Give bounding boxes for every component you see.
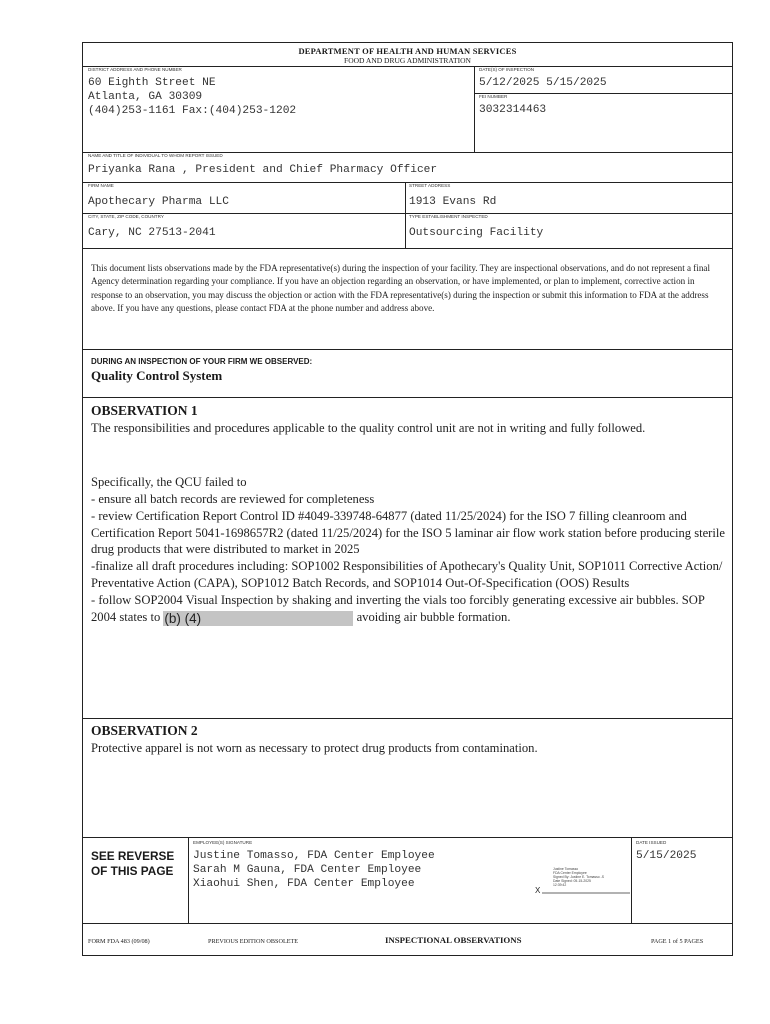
- district-phone-fax: (404)253-1161 Fax:(404)253-1202: [88, 105, 297, 117]
- system-heading: Quality Control System: [91, 368, 223, 383]
- observation-1-item: - ensure all batch records are reviewed for completeness: [91, 492, 375, 506]
- observation-1-statement: The responsibilities and procedures applicable to the quality control unit are not in writing and fully followed.: [91, 421, 646, 435]
- district-caption: DISTRICT ADDRESS AND PHONE NUMBER: [88, 67, 182, 72]
- inspection-dates-value: 5/12/2025 5/15/2025: [479, 77, 607, 89]
- divider: [83, 349, 732, 350]
- observation-1-item-text: avoiding air bubble formation.: [356, 609, 511, 624]
- digital-signature-line: Signed By: Justine E. Tomasso -S: [553, 875, 605, 879]
- fei-value: 3032314463: [479, 104, 547, 116]
- employee-1: Justine Tomasso, FDA Center Employee: [193, 850, 435, 862]
- observation-1-intro: Specifically, the QCU failed to: [91, 475, 247, 489]
- observation-1-item: - review Certification Report Control ID #4049-339748-64877 (dated 11/25/2024) for the ISO 7 filling cleanroom and Certification Report 5041-1698657R2 (dated 11/25/2024) for the ISO 5 laminar air flow work station before producing sterile drug products that were distributed to market in 2025: [91, 508, 725, 557]
- city-value: Cary, NC 27513-2041: [88, 227, 216, 239]
- divider: [83, 182, 732, 183]
- observation-1-item-text: - follow SOP2004 Visual Inspection by shaking and inverting the vials too forcibly generating excessive air bubbles. SOP 2004 states to: [91, 592, 705, 624]
- employee-2: Sarah M Gauna, FDA Center Employee: [193, 864, 422, 876]
- employee-signature-caption: EMPLOYEE(S) SIGNATURE: [193, 840, 253, 845]
- digital-signature-line: 12:39:42: [553, 883, 567, 887]
- divider: [405, 182, 406, 248]
- digital-signature-line: Date Signed: 05-15-2025: [553, 879, 591, 883]
- divider: [474, 66, 475, 152]
- date-issued-value: 5/15/2025: [636, 850, 697, 862]
- form-title: INSPECTIONAL OBSERVATIONS: [385, 935, 522, 945]
- fei-caption: FEI NUMBER: [479, 94, 508, 99]
- see-reverse-line: OF THIS PAGE: [91, 864, 174, 878]
- divider: [83, 923, 732, 924]
- observation-1-list: [91, 491, 729, 626]
- page-count: PAGE 1 of 5 PAGES: [651, 938, 704, 945]
- redaction-box: (b) (4): [163, 611, 353, 626]
- digital-signature-line: Justine Tomasso: [553, 867, 579, 871]
- divider: [83, 397, 732, 398]
- district-address-line-2: Atlanta, GA 30309: [88, 91, 203, 103]
- firm-name-value: Apothecary Pharma LLC: [88, 196, 229, 208]
- divider: [83, 837, 732, 838]
- see-reverse-label: [91, 849, 174, 879]
- agency-heading: FOOD AND DRUG ADMINISTRATION: [344, 56, 471, 65]
- inspection-dates-caption: DATE(S) OF INSPECTION: [479, 67, 535, 72]
- digital-signature-graphic: [535, 861, 630, 895]
- observation-2-statement: Protective apparel is not worn as necessary to protect drug products from contamination.: [91, 741, 538, 755]
- observation-1-item: -finalize all draft procedures including: SOP1002 Responsibilities of Apothecary's Quality Unit, SOP1011 Corrective Action/ Preventative Action (CAPA), SOP1012 Batch Records, and SOP1014 Out-Of-Specification (OOS) Results: [91, 559, 723, 590]
- firm-name-caption: FIRM NAME: [88, 183, 114, 188]
- digital-signature-line: FDA Center Employee: [553, 871, 587, 875]
- form-id: FORM FDA 483 (09/08): [88, 938, 150, 945]
- street-value: 1913 Evans Rd: [409, 196, 497, 208]
- street-caption: STREET ADDRESS: [409, 183, 451, 188]
- establishment-type-value: Outsourcing Facility: [409, 227, 544, 239]
- observation-1-item: [91, 592, 729, 626]
- signature-x-mark: X: [535, 886, 541, 895]
- recipient-value: Priyanka Rana , President and Chief Pharmacy Officer: [88, 164, 438, 176]
- divider: [83, 248, 732, 249]
- notice-paragraph: This document lists observations made by the FDA representative(s) during the inspection of your facility. They are inspectional observations, and do not represent a final Agency determination regarding your compliance. If you have an objection regarding an observation, or have implemented, or plan to implement, corrective action in response to an observation, you may discuss the objection or action with the FDA representative(s) during the inspection or submit this information to FDA at the address above. If you have any questions, please contact FDA at the phone number and address above.: [91, 263, 710, 314]
- divider: [631, 837, 632, 923]
- digital-signature: [535, 861, 630, 895]
- recipient-caption: NAME AND TITLE OF INDIVIDUAL TO WHOM REPORT ISSUED: [88, 153, 223, 158]
- date-issued-caption: DATE ISSUED: [636, 840, 667, 845]
- city-caption: CITY, STATE, ZIP CODE, COUNTRY: [88, 214, 164, 219]
- employee-3: Xiaohui Shen, FDA Center Employee: [193, 878, 415, 890]
- department-heading: DEPARTMENT OF HEALTH AND HUMAN SERVICES: [298, 46, 517, 56]
- observation-2-title: OBSERVATION 2: [91, 723, 198, 738]
- district-address-line-1: 60 Eighth Street NE: [88, 77, 216, 89]
- divider: [83, 718, 732, 719]
- divider: [188, 837, 189, 923]
- previous-edition-note: PREVIOUS EDITION OBSOLETE: [208, 938, 299, 945]
- see-reverse-line: SEE REVERSE: [91, 849, 175, 863]
- divider: [83, 213, 732, 214]
- divider: [474, 93, 732, 94]
- establishment-type-caption: TYPE ESTABLISHMENT INSPECTED: [409, 214, 488, 219]
- during-inspection-heading: DURING AN INSPECTION OF YOUR FIRM WE OBSERVED:: [91, 357, 313, 366]
- observation-1-title: OBSERVATION 1: [91, 403, 198, 418]
- fda-483-form: [82, 42, 733, 956]
